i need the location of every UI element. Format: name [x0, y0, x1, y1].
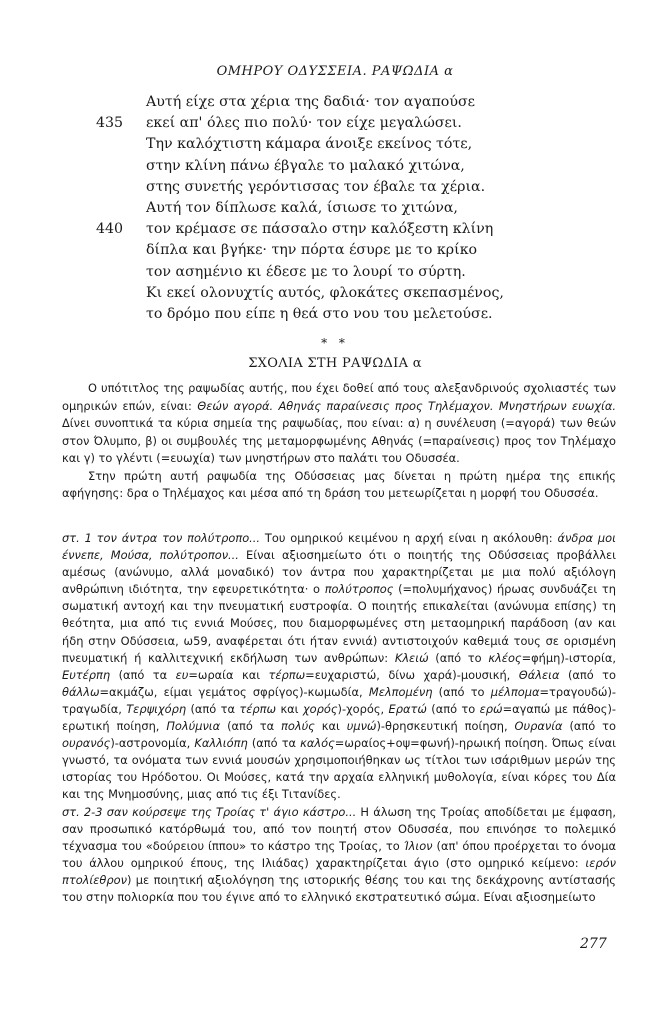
verse-line [146, 134, 616, 155]
intro-paragraph [62, 380, 616, 468]
note-term: Κλειώ [394, 650, 429, 665]
section-asterisks: * * [321, 336, 349, 350]
note-term: Πολύμνια [166, 719, 221, 734]
intro-paragraph [62, 468, 616, 503]
note-term: ερώ [479, 701, 503, 716]
verse-line [96, 219, 616, 240]
note-text: (από το [559, 667, 616, 682]
verse-text: Την καλόχτιστη κάμαρα άνοιξε εκείνος τότε, [146, 136, 473, 153]
running-head: ΟΜΗΡΟΥ ΟΔΥΣΣΕΙΑ. ΡΑΨΩΔΙΑ α [216, 64, 454, 79]
verse-text: το δρόμο που είπε η θεά στο νου του μελετούσε. [146, 305, 493, 322]
note-text: =ωραίος+οψ=φωνή)-ηρωική ποίηση. Όπως είναι γνωστό, τα ονόματα των εννιά μουσών χρησιμοποιήθηκαν ως τίτλοι των ισάριθμων μερών της ιστορίας του Ηρόδοτου. Οι Μούσες, κατά την αρχαία ελληνική μυθολογία, είναι κόρες του Δία και της Μνημοσύνης, μιας από τις έξι Τιτανίδες. [62, 736, 616, 802]
verse-line [146, 198, 616, 219]
note-text: (από τα [247, 736, 301, 751]
note-text: (από τα [110, 667, 176, 682]
note-text: (από το [426, 701, 480, 716]
note-term: καλός [300, 736, 335, 751]
note-term: Μελπομένη [368, 684, 433, 699]
verse-line [146, 156, 616, 177]
intro-text: Ο υπότιτλος της ραψωδίας αυτής, που έχει δοθεί από τους αλεξανδρινούς σχολιαστές των ομηρικών επών, είναι: [62, 381, 616, 413]
note-text: =ακμάζω, είμαι γεμάτος σφρίγος)-κωμωδία, [99, 684, 369, 699]
verse-line [146, 240, 616, 261]
note-term: Ουρανία [514, 719, 563, 734]
note-verse-1 [62, 530, 616, 804]
verse-line [96, 113, 616, 134]
note-lemma: στ. 2-3 σαν κούρσεψε της Τροίας τ' άγιο κάστρο... [62, 804, 357, 819]
intro-subtitle-quote: Θεών αγορά. Αθηνάς παραίνεσις προς Τηλέμαχον. Μνηστήρων ευωχία. [197, 398, 617, 413]
note-term: μέλπομα [490, 684, 540, 699]
verse-line [146, 92, 616, 113]
note-text: =ευχαριστώ, δίνω χαρά)-μουσική, [305, 667, 519, 682]
note-text: Είναι αξιοσημείωτο ότι ο ποιητής της Οδύσσειας προβάλλει αμέσως (ανώνυμο, αλλά μοναδικό) τον άντρα που χαρακτηρίζεται με μια πολύ αξιόλογη ανθρώπινη ιδιότητα, την εφευρετικότητα· ο [62, 548, 617, 597]
line-number: 440 [96, 221, 124, 238]
verse-line [146, 177, 616, 198]
note-term: τέρπω [239, 701, 277, 716]
note-term: χορός [302, 701, 338, 716]
verse-line [146, 283, 616, 304]
note-verse-2-3 [62, 804, 616, 907]
note-term: Θάλεια [518, 667, 560, 682]
note-text: =αγαπώ με πάθος)-ερωτική ποίηση, [62, 701, 616, 734]
note-text: =τραγουδώ)-τραγωδία, [62, 684, 617, 716]
note-text: (απ' όπου προέρχεται το όνομα του άλλου ομηρικού έπους, της Ιλιάδας) χαρακτηρίζεται άγιο (στο ομηρικό κείμενο: [62, 838, 616, 870]
note-term: κλέος [488, 650, 522, 665]
verse-text: Αυτή είχε στα χέρια της δαδιά· τον αγαπούσε [146, 94, 475, 110]
note-term: πολύς [281, 719, 315, 734]
note-text: =φήμη)-ιστορία, [521, 650, 617, 665]
note-text: Η άλωση της Τροίας αποδίδεται με έμφαση, σαν προσωπικό κατόρθωμά του, από τον ποιητή στον Οδυσσέα, που επινόησε το πολεμικό τέχνασμα του «δούρειου ίππου» το κάστρο της Τροίας, το [62, 804, 616, 853]
verse-text: τον ασημένιο κι έδεσε με το λουρί το σύρτη. [146, 263, 466, 280]
page-number: 277 [580, 936, 607, 952]
note-term: Τερψιχόρη [126, 701, 187, 716]
note-text: )-αστρονομία, [110, 736, 195, 751]
note-term: Ευτέρπη [62, 667, 111, 682]
verse-line [146, 304, 616, 325]
note-text: (από το [432, 684, 491, 699]
note-text: (από τα [220, 719, 282, 734]
note-text: (από το [428, 650, 489, 665]
note-quote: ιερόν πτολίεθρον [62, 855, 616, 887]
note-term: Ίλιον [403, 838, 433, 853]
verse-text: Αυτή τον δίπλωσε καλά, ίσιωσε το χιτώνα, [146, 199, 458, 216]
scholia-heading: ΣΧΟΛΙΑ ΣΤΗ ΡΑΨΩΔΙΑ α [248, 356, 422, 371]
note-text: =ωραία και [188, 667, 269, 682]
poem-verses [96, 92, 616, 325]
note-term: Καλλιόπη [194, 736, 248, 751]
note-text: και [276, 701, 303, 716]
line-number: 435 [96, 115, 124, 132]
note-lemma: στ. 1 τον άντρα τον πολύτροπο... [62, 531, 261, 545]
note-term: υμνώ [346, 719, 377, 734]
scholia-introduction [62, 380, 616, 503]
note-text: ) με ποιητική αξιολόγηση της ιστορικής θέσης του και της δεκάχρονης αντίστασής του στην πολιορκία που του έγινε από το ελληνικό εκστρατευτικό σώμα. Είναι αξιοσημείωτο [62, 872, 616, 904]
verse-text: δίπλα και βγήκε· την πόρτα έσυρε με το κρίκο [146, 242, 478, 259]
note-term: ουρανός [62, 736, 111, 751]
verse-text: στην κλίνη πάνω έβγαλε το μαλακό χιτώνα, [146, 157, 465, 174]
verse-text: Κι εκεί ολονυχτίς αυτός, φλοκάτες σκεπασμένος, [146, 284, 504, 301]
note-term: πολύτροπος [324, 582, 394, 597]
note-text: (από τα [186, 701, 240, 716]
commentary-notes [62, 530, 616, 906]
verse-line [146, 262, 616, 283]
note-text: )-χορός, [337, 701, 389, 716]
note-text: (=πολυμήχανος) ήρωας συνδυάζει τη σωματική αντοχή και την πνευματική ευστροφία. Ο ποιητής επικαλείται (ανώνυμα επίσης) τη θεότητα, μια από τις εννιά Μούσες, που διαμορφωμένες στη μεταομηρική παράδοση (αν και ήδη στην Οδύσσεια, ω59, αναφέρεται ότι ήταν εννιά) αντιστοιχούν καθεμιά τους σε ορισμένη πνευματική ή καλλιτεχνική εκδήλωση των ανθρώπων: [62, 582, 617, 665]
intro-text: Στην πρώτη αυτή ραψωδία της Οδύσσειας μας δίνεται η πρώτη ημέρα της επικής αφήγησης: δρα ο Τηλέμαχος και μέσα από τη δράση του μετεωρίζεται η μορφή του Οδυσσέα. [62, 468, 616, 500]
intro-text: Δίνει συνοπτικά τα κύρια σημεία της ραψωδίας, που είναι: α) η συνέλευση (=αγορά) των θεών στον Όλυμπο, β) οι συμβουλές της μεταμορφωμένης Αθηνάς (=παραίνεσις) προς τον Τηλέμαχο και γ) το γλέντι (=ευωχία) των μνηστήρων στο παλάτι του Οδυσσέα. [62, 416, 616, 465]
note-term: Ερατώ [388, 701, 427, 716]
note-term: ευ [175, 667, 189, 682]
verse-text: στης συνετής γερόντισσας τον έβαλε τα χέρια. [146, 178, 486, 195]
verse-text: εκεί απ' όλες πιο πολύ· τον είχε μεγαλώσει. [146, 115, 462, 132]
note-text: και [314, 719, 347, 734]
note-quote: άνδρα μοι έννεπε, Μούσα, πολύτροπον... [62, 531, 616, 563]
note-term: θάλλω [62, 684, 100, 699]
verse-text: τον κρέμασε σε πάσσαλο στην καλόξεστη κλίνη [146, 221, 494, 238]
note-term: τέρπω [268, 667, 306, 682]
note-text: )-θρησκευτική ποίηση, [376, 719, 515, 734]
note-text: Του ομηρικού κειμένου η αρχή είναι η ακόλουθη: [260, 531, 558, 545]
note-text: (από το [562, 719, 616, 734]
